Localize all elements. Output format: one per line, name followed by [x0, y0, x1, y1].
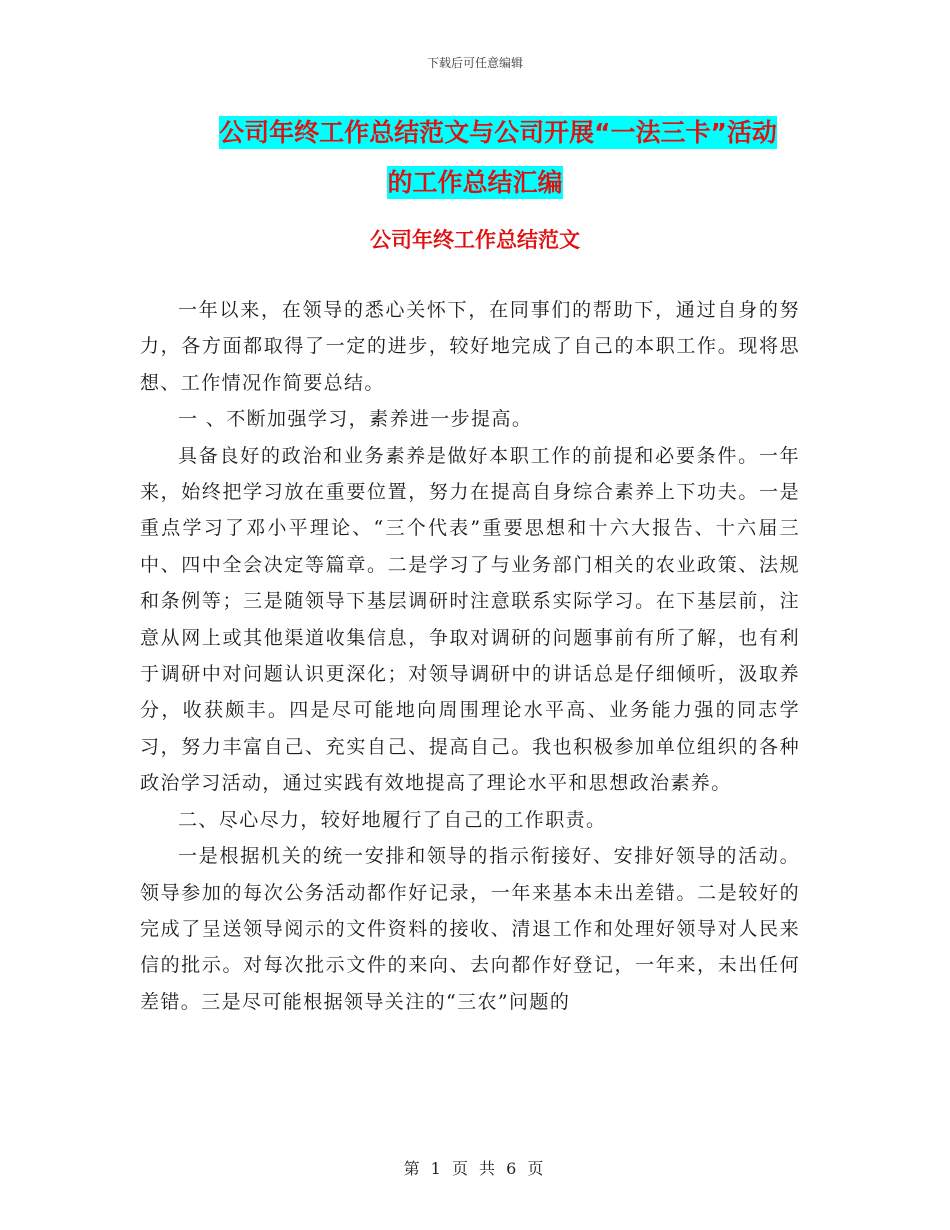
document-body: [140, 292, 800, 1020]
page-footer: 第 1 页 共 6 页: [403, 1159, 547, 1178]
document-title-line-1: 公司年终工作总结范文与公司开展“一法三卡”活动: [219, 118, 777, 147]
paragraph-heading: 二、尽心尽力，较好地履行了自己的工作职责。: [178, 808, 607, 831]
paragraph: 一年以来，在领导的悉心关怀下，在同事们的帮助下，通过自身的努力，各方面都取得了一定的进步，较好地完成了自己的本职工作。现将思想、工作情况作简要总结。: [140, 299, 800, 394]
document-title-line-2: 的工作总结汇编: [387, 168, 563, 197]
paragraph-heading: 一 、不断加强学习，素养进一步提高。: [178, 408, 533, 431]
header-note: 下载后可任意编辑: [426, 56, 523, 70]
document-title: [0, 108, 950, 208]
paragraph: 具备良好的政治和业务素养是做好本职工作的前提和必要条件。一年来，始终把学习放在重要位置，努力在提高自身综合素养上下功夫。一是重点学习了邓小平理论、“三个代表”重要思想和十六大报告、十六届三中、四中全会决定等篇章。二是学习了与业务部门相关的农业政策、法规和条例等；三是随领导下基层调研时注意联系实际学习。在下基层前，注意从网上或其他渠道收集信息，争取对调研的问题事前有所了解，也有利于调研中对问题认识更深化；对领导调研中的讲话总是仔细倾听，汲取养分，收获颇丰。四是尽可能地向周围理论水平高、业务能力强的同志学习，努力丰富自己、充实自己、提高自己。我也积极参加单位组织的各种政治学习活动，通过实践有效地提高了理论水平和思想政治素养。: [140, 444, 800, 795]
section-title: 公司年终工作总结范文: [370, 228, 580, 252]
paragraph: 一是根据机关的统一安排和领导的指示衔接好、安排好领导的活动。领导参加的每次公务活动都作好记录，一年来基本未出差错。二是较好的完成了呈送领导阅示的文件资料的接收、清退工作和处理好领导对人民来信的批示。对每次批示文件的来向、去向都作好登记，一年来，未出任何差错。三是尽可能根据领导关注的“三农”问题的: [140, 845, 800, 1013]
